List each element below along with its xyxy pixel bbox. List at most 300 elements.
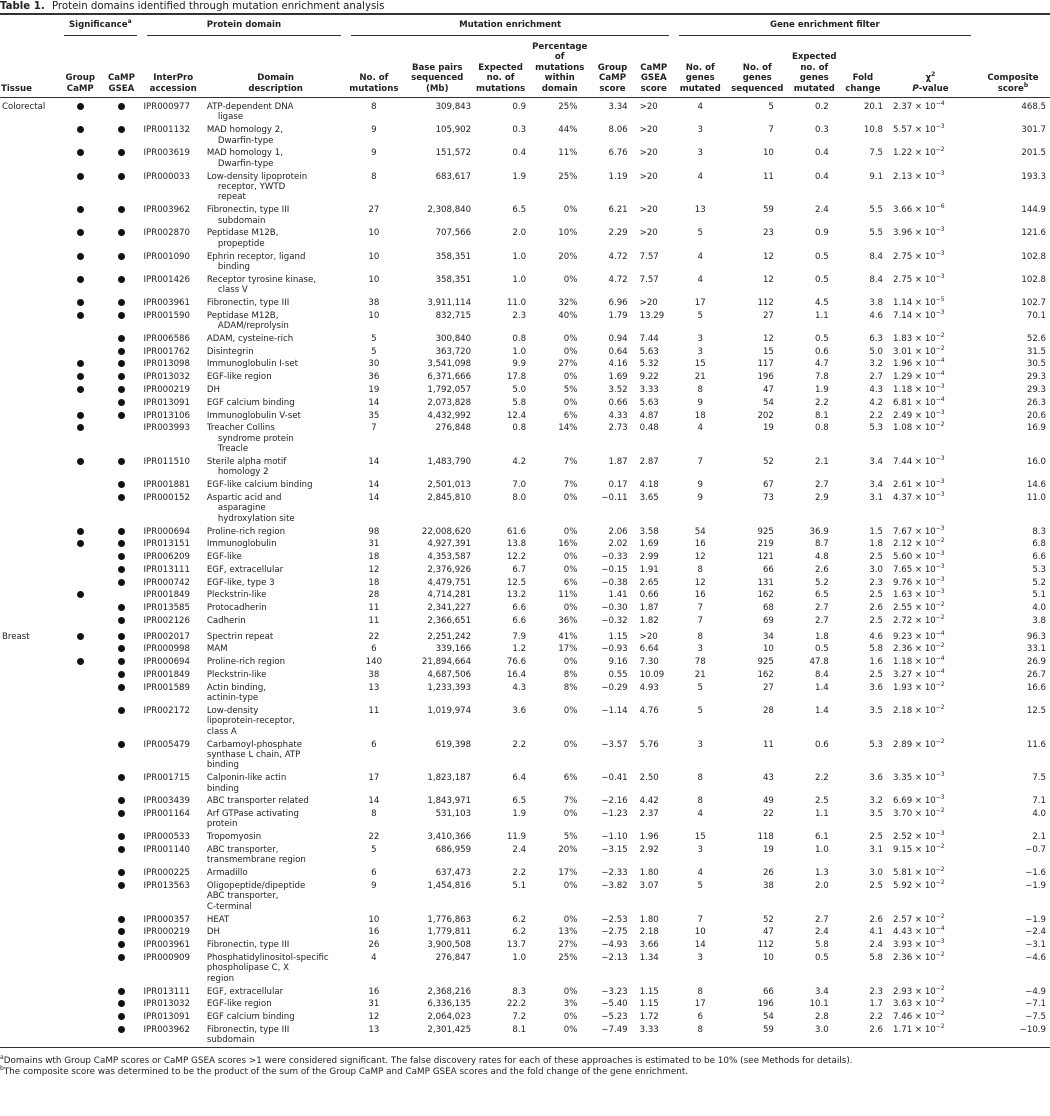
significance-dot-icon	[118, 399, 125, 406]
p-mantissa: 2.75	[893, 274, 913, 285]
times-sign: ×	[914, 397, 925, 408]
genes-sequenced-cell: 47	[762, 385, 774, 396]
pct-within-cell: 6%	[563, 773, 578, 784]
times-sign: ×	[914, 868, 925, 879]
expected-genes-cell: 0.9	[815, 228, 829, 239]
camp-gsea-cell	[101, 831, 141, 844]
pct-within-cell: 20%	[558, 251, 578, 262]
times-sign: ×	[914, 832, 925, 843]
p-exponent: −3	[935, 562, 945, 570]
significance-dot-icon	[118, 276, 125, 283]
genes-mutated-cell: 8	[697, 986, 703, 997]
header-line: sequenced	[731, 83, 784, 94]
num-mutations-cell: 26	[368, 940, 380, 951]
p-value-cell	[885, 147, 976, 170]
description-line: Calponin-like actin	[206, 773, 287, 784]
composite-score-cell: 7.5	[1032, 773, 1046, 784]
accession-cell: IPR001715	[143, 773, 190, 784]
tissue-cell	[0, 250, 59, 273]
significance-dot-icon	[77, 173, 84, 180]
description-line: ADAM, cysteine-rich	[206, 333, 294, 344]
tissue-cell	[0, 913, 59, 926]
description-line: phospholipase C, X	[206, 963, 289, 974]
accession-cell: IPR000357	[143, 914, 190, 925]
genes-mutated-cell: 6	[697, 1012, 703, 1023]
p-base: 10	[924, 539, 936, 550]
group-camp-score-cell: 2.73	[608, 423, 628, 434]
accession-cell: IPR002126	[143, 616, 190, 626]
accession-cell: IPR001881	[143, 480, 190, 491]
group-camp-score-cell: −2.16	[601, 796, 628, 807]
expected-genes-cell: 5.8	[815, 940, 829, 951]
header-line: Composite	[987, 73, 1039, 84]
accession-cell: IPR003962	[143, 205, 190, 216]
bp-sequenced-cell: 339,166	[435, 644, 472, 655]
description-cell	[205, 831, 347, 844]
header-line: No. of	[685, 62, 715, 73]
tissue-cell	[0, 738, 59, 772]
p-exponent: −2	[935, 642, 945, 650]
composite-score-cell: −1.9	[1025, 881, 1046, 891]
header-line: GSEA	[640, 73, 667, 84]
times-sign: ×	[914, 657, 925, 668]
times-sign: ×	[914, 669, 925, 680]
pct-within-cell: 16%	[558, 539, 578, 550]
camp-gsea-cell	[101, 656, 141, 669]
expected-genes-cell: 2.9	[815, 492, 829, 503]
p-value-cell	[885, 682, 976, 705]
fold-change-cell: 5.3	[869, 739, 884, 750]
composite-score-cell: 8.3	[1032, 526, 1046, 537]
expected-genes-cell: 1.9	[815, 385, 829, 396]
table-row	[0, 422, 1050, 456]
genes-mutated-cell: 3	[697, 739, 703, 750]
p-mantissa: 4.37	[893, 492, 913, 503]
p-base: 10	[924, 705, 936, 716]
bp-sequenced-cell: 619,398	[435, 739, 472, 750]
group-camp-score-cell: 0.55	[608, 669, 628, 680]
group-camp-cell	[59, 422, 101, 456]
camp-gsea-score-cell: 1.15	[639, 986, 659, 997]
genes-sequenced-cell: 67	[762, 480, 774, 491]
description-line: EGF, extracellular	[206, 564, 284, 575]
tissue-cell	[0, 952, 59, 986]
camp-gsea-score-cell: >20	[639, 228, 658, 239]
table-row	[0, 705, 1050, 739]
table-row	[0, 926, 1050, 939]
genes-sequenced-cell: 19	[762, 423, 774, 434]
expected-mutations-cell: 6.5	[512, 796, 527, 807]
fold-change-cell: 1.6	[869, 657, 884, 668]
significance-dot-icon	[118, 617, 125, 624]
p-exponent: −2	[935, 146, 945, 154]
num-mutations-cell: 10	[368, 914, 380, 925]
tissue-cell	[0, 384, 59, 397]
pct-within-cell: 0%	[563, 739, 578, 750]
p-mantissa: 6.81	[893, 397, 913, 408]
table-row	[0, 602, 1050, 615]
camp-gsea-score-cell: 6.64	[639, 644, 659, 655]
camp-gsea-cell	[101, 358, 141, 371]
pct-within-cell: 0%	[563, 333, 578, 344]
num-mutations-cell: 19	[368, 385, 380, 396]
fold-change-cell: 3.0	[869, 564, 884, 575]
significance-dot-icon	[118, 684, 125, 691]
description-line: Proline-rich region	[206, 526, 286, 537]
col-num-mutations	[346, 42, 401, 98]
significance-dot-icon	[118, 810, 125, 817]
num-mutations-cell: 13	[368, 682, 380, 693]
times-sign: ×	[914, 148, 925, 159]
significance-dot-icon	[118, 774, 125, 781]
significance-dot-icon	[118, 312, 125, 319]
table-row	[0, 227, 1050, 250]
tissue-cell	[0, 682, 59, 705]
significance-dot-icon	[77, 206, 84, 213]
fold-change-cell: 2.5	[869, 590, 884, 601]
tissue-cell	[0, 397, 59, 410]
header-line: genes	[685, 73, 715, 84]
camp-gsea-cell	[101, 274, 141, 297]
composite-score-cell: 16.9	[1026, 423, 1046, 434]
camp-gsea-score-cell: >20	[639, 297, 658, 308]
group-camp-score-cell: 4.72	[608, 251, 628, 262]
p-exponent: −2	[935, 601, 945, 609]
composite-score-cell: 6.8	[1032, 539, 1046, 550]
p-exponent: −4	[935, 925, 945, 933]
description-line: Fibronectin, type III	[206, 205, 290, 216]
table-row	[0, 998, 1050, 1011]
accession-cell: IPR000225	[143, 868, 190, 879]
p-value-cell	[885, 985, 976, 998]
tissue-cell	[0, 346, 59, 359]
p-mantissa: 1.63	[893, 590, 913, 601]
p-base: 10	[924, 148, 936, 159]
description-line: EGF-like calcium binding	[206, 480, 313, 491]
expected-mutations-cell: 7.2	[512, 1012, 527, 1023]
p-value-cell	[885, 880, 976, 914]
genes-sequenced-cell: 47	[762, 927, 774, 938]
description-cell	[205, 795, 347, 808]
expected-mutations-cell: 7.9	[512, 631, 527, 642]
p-mantissa: 1.29	[893, 372, 913, 383]
table-row	[0, 297, 1050, 310]
fold-change-cell: 3.1	[869, 845, 884, 856]
fold-change-cell: 2.3	[869, 986, 884, 997]
significance-dot-icon	[118, 1013, 125, 1020]
fold-change-cell: 3.4	[869, 456, 884, 467]
group-camp-score-cell: 6.96	[608, 297, 628, 308]
column-header-row	[0, 42, 1050, 98]
p-exponent: −2	[935, 950, 945, 958]
accession-cell: IPR013032	[143, 372, 190, 383]
p-base: 10	[924, 125, 936, 136]
p-value-cell	[885, 589, 976, 602]
p-base: 10	[924, 385, 936, 396]
num-mutations-cell: 10	[368, 310, 380, 321]
description-cell	[205, 564, 347, 577]
num-mutations-cell: 17	[368, 773, 380, 784]
composite-score-cell: 30.5	[1026, 359, 1046, 370]
header-line: no. of	[800, 62, 829, 73]
header-line: score	[997, 83, 1024, 94]
fold-change-cell: 3.6	[869, 773, 884, 784]
p-base: 10	[924, 868, 936, 879]
p-mantissa: 7.44	[893, 456, 913, 467]
p-exponent: −3	[935, 830, 945, 838]
composite-score-cell: 26.3	[1026, 397, 1046, 408]
pct-within-cell: 0%	[563, 552, 578, 563]
expected-genes-cell: 0.6	[815, 739, 829, 750]
significance-dot-icon	[118, 869, 125, 876]
col-composite	[976, 42, 1050, 98]
bp-sequenced-cell: 6,336,135	[427, 999, 472, 1010]
table-label: Table 1.	[0, 1, 45, 12]
expected-mutations-cell: 11.0	[506, 297, 527, 308]
accession-cell: IPR013151	[143, 539, 190, 550]
table-row	[0, 346, 1050, 359]
expected-mutations-cell: 1.0	[512, 346, 527, 357]
description-line: Immunoglobulin V-set	[206, 410, 301, 421]
tissue-cell	[0, 998, 59, 1011]
accession-cell: IPR013111	[143, 986, 190, 997]
description-line: Sterile alpha motif	[206, 456, 287, 467]
description-line: class V	[217, 285, 248, 296]
significance-dot-icon	[77, 540, 84, 547]
description-line: Low-density lipoprotein	[206, 171, 308, 182]
genes-sequenced-cell: 11	[762, 739, 774, 750]
times-sign: ×	[914, 456, 925, 467]
expected-mutations-cell: 0.3	[512, 125, 527, 136]
expected-mutations-cell: 8.1	[512, 1024, 527, 1035]
description-cell	[205, 952, 347, 986]
p-value-cell	[885, 998, 976, 1011]
genes-mutated-cell: 4	[697, 423, 703, 434]
p-base: 10	[924, 359, 936, 370]
num-mutations-cell: 36	[368, 372, 380, 383]
description-line: subdomain	[217, 215, 266, 226]
accession-cell: IPR003962	[143, 1024, 190, 1035]
description-cell	[205, 384, 347, 397]
genes-sequenced-cell: 27	[762, 310, 774, 321]
table-row	[0, 538, 1050, 551]
p-base: 10	[924, 809, 936, 820]
description-cell	[205, 538, 347, 551]
group-camp-score-cell: −0.15	[601, 564, 628, 575]
group-camp-cell	[59, 310, 101, 333]
camp-gsea-score-cell: 10.09	[639, 669, 665, 680]
expected-mutations-cell: 2.3	[512, 310, 527, 321]
group-camp-cell	[59, 551, 101, 564]
table-row	[0, 669, 1050, 682]
fold-change-cell: 2.7	[869, 372, 884, 383]
description-line: EGF-like region	[206, 372, 272, 383]
p-value-cell	[885, 538, 976, 551]
group-camp-score-cell: 9.16	[608, 657, 628, 668]
description-line: Disintegrin	[206, 346, 254, 357]
expected-genes-cell: 2.2	[815, 397, 829, 408]
composite-score-cell: 301.7	[1021, 125, 1046, 136]
p-mantissa: 7.67	[893, 526, 913, 537]
group-camp-cell	[59, 492, 101, 526]
group-camp-score-cell: −0.32	[601, 616, 628, 626]
p-italic: P	[912, 83, 919, 94]
description-cell	[205, 939, 347, 952]
bp-sequenced-cell: 1,779,811	[427, 927, 472, 938]
fold-change-cell: 3.1	[869, 492, 884, 503]
p-mantissa: 9.76	[893, 577, 913, 588]
p-exponent: −2	[935, 1010, 945, 1018]
table-row	[0, 576, 1050, 589]
camp-gsea-score-cell: >20	[639, 125, 658, 136]
description-line: Fibronectin, type III	[206, 1024, 290, 1035]
table-row	[0, 615, 1050, 628]
tissue-cell	[0, 456, 59, 479]
num-mutations-cell: 38	[368, 297, 380, 308]
p-exponent: −4	[935, 100, 945, 108]
group-camp-cell	[59, 628, 101, 644]
expected-mutations-cell: 13.8	[506, 539, 527, 550]
bp-sequenced-cell: 2,308,840	[427, 205, 472, 216]
accession-cell: IPR000977	[143, 102, 190, 113]
description-cell	[205, 147, 347, 170]
genes-mutated-cell: 21	[694, 669, 706, 680]
times-sign: ×	[914, 274, 925, 285]
camp-gsea-score-cell: 2.65	[639, 577, 659, 588]
bp-sequenced-cell: 4,714,281	[427, 590, 472, 601]
table-row	[0, 397, 1050, 410]
description-cell	[205, 310, 347, 333]
p-exponent: −2	[935, 344, 945, 352]
description-cell	[205, 705, 347, 739]
accession-cell: IPR011510	[143, 456, 190, 467]
composite-note: b	[1023, 81, 1029, 89]
times-sign: ×	[914, 385, 925, 396]
description-cell	[205, 397, 347, 410]
camp-gsea-cell	[101, 250, 141, 273]
expected-genes-cell: 3.4	[815, 986, 829, 997]
col-camp-gsea-score	[634, 42, 674, 98]
times-sign: ×	[914, 1012, 925, 1023]
bp-sequenced-cell: 309,843	[435, 102, 472, 113]
p-exponent: −3	[935, 478, 945, 486]
description-line: Ephrin receptor, ligand	[206, 251, 306, 262]
camp-gsea-cell	[101, 628, 141, 644]
fold-change-cell: 3.6	[869, 682, 884, 693]
expected-mutations-cell: 5.1	[512, 881, 527, 891]
genes-mutated-cell: 15	[694, 359, 706, 370]
description-cell	[205, 124, 347, 147]
camp-gsea-cell	[101, 939, 141, 952]
genes-mutated-cell: 4	[697, 171, 703, 182]
p-base: 10	[924, 644, 936, 655]
expected-mutations-cell: 0.8	[512, 423, 527, 434]
p-base: 10	[924, 657, 936, 668]
group-camp-score-cell: −5.40	[601, 999, 628, 1010]
tissue-cell	[0, 705, 59, 739]
times-sign: ×	[914, 410, 925, 421]
num-mutations-cell: 14	[368, 796, 380, 807]
num-mutations-cell: 10	[368, 251, 380, 262]
num-mutations-cell: 9	[371, 125, 377, 136]
expected-mutations-cell: 6.7	[512, 564, 527, 575]
pct-within-cell: 25%	[558, 171, 578, 182]
pct-within-cell: 0%	[563, 881, 578, 891]
pct-within-cell: 0%	[563, 986, 578, 997]
pct-within-cell: 36%	[558, 616, 578, 626]
composite-score-cell: 52.6	[1026, 333, 1046, 344]
group-camp-score-cell: 2.29	[608, 228, 628, 239]
header-line: No. of	[742, 62, 772, 73]
genes-mutated-cell: 4	[697, 868, 703, 879]
composite-score-cell: 102.8	[1021, 251, 1046, 262]
accession-cell: IPR003993	[143, 423, 190, 434]
genes-sequenced-cell: 54	[762, 1012, 774, 1023]
bp-sequenced-cell: 1,483,790	[427, 456, 472, 467]
table-row	[0, 124, 1050, 147]
header-line: CaMP	[599, 73, 626, 84]
times-sign: ×	[914, 333, 925, 344]
camp-gsea-score-cell: 2.50	[639, 773, 659, 784]
bp-sequenced-cell: 2,064,023	[427, 1012, 472, 1023]
expected-mutations-cell: 6.2	[512, 927, 527, 938]
times-sign: ×	[914, 616, 925, 626]
bp-sequenced-cell: 1,233,393	[427, 682, 472, 693]
p-mantissa: 1.18	[893, 657, 913, 668]
table-row	[0, 844, 1050, 867]
header-line: GSEA	[108, 83, 135, 94]
bp-sequenced-cell: 2,376,926	[427, 564, 472, 575]
num-mutations-cell: 8	[371, 102, 377, 113]
tissue-cell	[0, 867, 59, 880]
header-line: mutations	[349, 83, 399, 94]
significance-dot-icon	[118, 103, 125, 110]
table-row	[0, 867, 1050, 880]
bp-sequenced-cell: 276,848	[435, 423, 472, 434]
times-sign: ×	[914, 125, 925, 136]
p-base: 10	[924, 274, 936, 285]
group-camp-score-cell: 4.72	[608, 274, 628, 285]
camp-gsea-score-cell: 1.82	[639, 616, 659, 626]
p-exponent: −3	[935, 524, 945, 532]
header-line: CaMP	[107, 73, 135, 84]
genes-sequenced-cell: 15	[762, 346, 774, 357]
p-mantissa: 1.22	[893, 148, 913, 159]
camp-gsea-cell	[101, 682, 141, 705]
header-line: mutations	[476, 83, 526, 94]
p-exponent: −3	[935, 490, 945, 498]
p-exponent: −4	[935, 395, 945, 403]
description-cell	[205, 479, 347, 492]
expected-genes-cell: 2.6	[815, 564, 829, 575]
genes-sequenced-cell: 7	[768, 125, 774, 136]
p-base: 10	[924, 480, 936, 491]
composite-score-cell: 121.6	[1021, 228, 1046, 239]
genes-mutated-cell: 4	[697, 274, 703, 285]
p-mantissa: 3.93	[893, 940, 913, 951]
times-sign: ×	[914, 845, 925, 856]
p-value-cell	[885, 576, 976, 589]
description-line: DH	[206, 927, 220, 938]
group-camp-cell	[59, 772, 101, 795]
num-mutations-cell: 12	[368, 564, 380, 575]
description-cell	[205, 628, 347, 644]
fold-change-cell: 2.2	[869, 1012, 884, 1023]
p-base: 10	[924, 914, 936, 925]
composite-score-cell: −4.6	[1025, 952, 1046, 963]
group-camp-score-cell: −1.23	[601, 809, 628, 820]
num-mutations-cell: 6	[371, 868, 377, 879]
